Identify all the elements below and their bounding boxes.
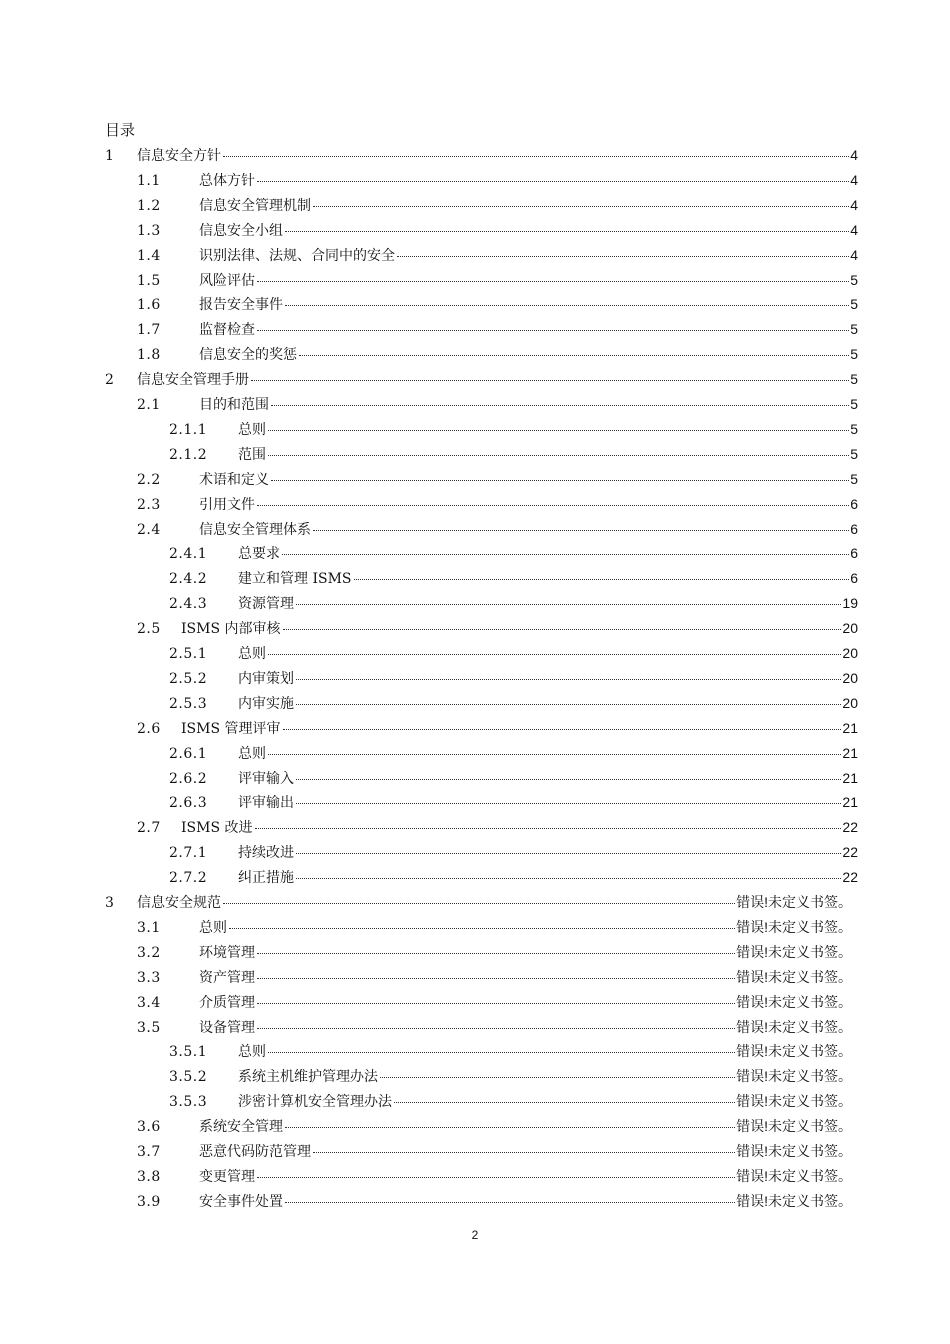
dot-leader (285, 1126, 735, 1128)
toc-entry[interactable] (137, 965, 852, 989)
toc-entry[interactable] (137, 392, 858, 416)
toc-entry[interactable] (169, 541, 858, 565)
toc-entry-page: 4 (850, 147, 858, 163)
toc-entry[interactable] (169, 865, 858, 889)
toc-entry-page: 错误!未定义书签。 (736, 968, 852, 985)
toc-entry[interactable] (137, 1189, 852, 1213)
toc-entry-label: 涉密计算机安全管理办法 (238, 1094, 392, 1111)
toc-entry-page: 错误!未定义书签。 (736, 1068, 852, 1085)
toc-entry-page: 21 (842, 769, 858, 786)
dot-leader (296, 778, 841, 780)
toc-entry-label: 目的和范围 (199, 397, 269, 413)
dot-leader (268, 753, 841, 755)
dot-leader (283, 628, 842, 630)
dot-leader (229, 927, 735, 929)
toc-entry-label: 安全事件处置 (199, 1193, 283, 1210)
dot-leader (271, 479, 849, 481)
toc-entry-label: 内审实施 (238, 695, 294, 712)
toc-entry-number: 2.5.2 (169, 670, 208, 687)
dot-leader (257, 280, 849, 282)
dot-leader (257, 977, 735, 979)
toc-entry-label: 总要求 (238, 546, 280, 563)
toc-entry-number: 3.5.2 (169, 1069, 208, 1086)
toc-entry-number: 2.2 (137, 471, 161, 488)
toc-entry-label: ISMS 内部审核 (181, 621, 281, 638)
dot-leader (257, 180, 849, 182)
toc-entry-number: 3.5.3 (169, 1094, 208, 1111)
toc-entry-number: 2 (105, 372, 115, 389)
toc-entry-label: 报告安全事件 (199, 297, 283, 314)
toc-entry-number: 3.8 (137, 1168, 161, 1185)
dot-leader (313, 1151, 735, 1153)
toc-entry[interactable] (137, 193, 858, 217)
toc-entry-page: 20 (842, 694, 858, 711)
toc-entry-label: 风险评估 (199, 272, 255, 289)
toc-entry-label: 术语和定义 (199, 471, 269, 488)
toc-entry[interactable] (169, 1039, 852, 1063)
toc-entry-label: 环境管理 (199, 944, 255, 961)
toc-entry-page: 6 (850, 545, 858, 562)
toc-entry-page: 错误!未定义书签。 (736, 943, 852, 960)
toc-entry-label: 变更管理 (199, 1168, 255, 1185)
toc-entry[interactable] (137, 1139, 852, 1163)
dot-leader (257, 952, 735, 954)
toc-entry-page: 错误!未定义书签。 (736, 993, 852, 1010)
dot-leader (296, 877, 841, 879)
toc-entry[interactable] (137, 168, 858, 192)
toc-entry-page: 4 (850, 171, 858, 188)
dot-leader (296, 852, 841, 854)
toc-entry-label: 总则 (199, 919, 227, 936)
toc-entry-number: 2.5.3 (169, 695, 208, 712)
dot-leader (223, 155, 849, 157)
toc-entry-label: 总则 (238, 421, 266, 438)
toc-entry-number: 3.1 (137, 919, 161, 936)
toc-entry-page: 22 (842, 869, 858, 886)
toc-entry-label: 信息安全的奖惩 (199, 347, 297, 364)
toc-entry[interactable] (169, 1064, 852, 1088)
toc-entry-number: 2.1.1 (169, 421, 208, 438)
dot-leader (313, 529, 849, 531)
dot-leader (296, 678, 841, 680)
toc-entry-label: ISMS 改进 (181, 820, 253, 837)
toc-entry-number: 2.5 (137, 621, 161, 638)
toc-entry-label: 系统主机维护管理办法 (238, 1069, 378, 1086)
toc-entry[interactable] (169, 766, 858, 790)
toc-entry[interactable] (169, 417, 858, 441)
toc-entry-page: 4 (850, 196, 858, 213)
dot-leader (257, 504, 849, 506)
toc-entry-page: 21 (842, 744, 858, 761)
toc-entry-page: 5 (850, 346, 858, 363)
toc-entry-number: 3.3 (137, 969, 161, 986)
dot-leader (296, 603, 841, 605)
toc-entry[interactable] (137, 342, 858, 366)
toc-entry-number: 1.4 (137, 247, 161, 264)
toc-entry-label: 总则 (238, 1044, 266, 1061)
toc-entry-page: 错误!未定义书签。 (736, 1192, 852, 1209)
toc-entry-label: 介质管理 (199, 994, 255, 1011)
toc-entry-page: 19 (842, 595, 858, 612)
toc-entry-page: 5 (850, 420, 858, 437)
toc-entry-number: 3.5.1 (169, 1044, 208, 1061)
toc-entry-page: 22 (842, 819, 858, 836)
toc-entry-page: 5 (850, 321, 858, 338)
dot-leader (223, 902, 735, 904)
toc-entry-label: 评审输出 (238, 795, 294, 812)
toc-entry-label: 资源管理 (238, 596, 294, 613)
toc-entry[interactable] (105, 890, 852, 914)
toc-entry-label: 信息安全管理机制 (199, 197, 311, 214)
toc-entry[interactable] (105, 143, 858, 167)
toc-entry[interactable] (137, 243, 858, 267)
toc-entry[interactable] (137, 492, 858, 516)
toc-entry-label: 恶意代码防范管理 (199, 1144, 311, 1160)
dot-leader (299, 354, 849, 356)
toc-entry[interactable] (137, 940, 852, 964)
toc-entry-page: 21 (842, 719, 858, 736)
dot-leader (296, 703, 841, 705)
dot-leader (257, 1002, 735, 1004)
toc-entry-number: 2.7 (137, 820, 161, 837)
toc-entry-number: 2.4.2 (169, 571, 208, 588)
toc-entry-label: 总则 (238, 745, 266, 762)
toc-entry-number: 2.4.1 (169, 546, 208, 563)
toc-entry-number: 1.5 (137, 272, 161, 289)
toc-entry[interactable] (169, 666, 858, 690)
toc-entry-number: 2.6.2 (169, 770, 208, 787)
toc-entry-page: 错误!未定义书签。 (736, 918, 852, 935)
toc-entry-number: 2.1.2 (169, 446, 208, 463)
toc-entry-number: 2.5.1 (169, 646, 208, 662)
toc-entry-page: 错误!未定义书签。 (736, 1143, 852, 1159)
toc-entry[interactable] (137, 1164, 852, 1188)
toc-entry-number: 1.1 (137, 172, 161, 189)
toc-entry-label: 设备管理 (199, 1019, 255, 1036)
toc-entry-label: 信息安全管理手册 (137, 372, 249, 389)
toc-entry-number: 3.4 (137, 994, 161, 1011)
toc-entry[interactable] (137, 915, 852, 939)
toc-entry[interactable] (137, 467, 858, 491)
dot-leader (271, 404, 849, 406)
dot-leader (397, 255, 849, 257)
toc-entry[interactable] (137, 268, 858, 292)
toc-entry-page: 5 (850, 445, 858, 462)
toc-entry-label: 监督检查 (199, 322, 255, 339)
toc-entry-number: 3.6 (137, 1119, 161, 1136)
toc-entry-label: 评审输入 (238, 770, 294, 787)
toc-entry-label: 总则 (238, 646, 266, 662)
toc-entry-page: 6 (850, 520, 858, 537)
toc-entry-label: 范围 (238, 446, 266, 463)
toc-entry-number: 2.1 (137, 397, 161, 413)
toc-entry[interactable] (137, 317, 858, 341)
toc-entry-label: ISMS 管理评审 (181, 720, 281, 737)
toc-entry[interactable] (137, 1015, 852, 1039)
dot-leader (257, 329, 849, 331)
toc-entry-label: 识别法律、法规、合同中的安全 (199, 247, 395, 264)
toc-entry[interactable] (137, 616, 858, 640)
toc-entry[interactable] (137, 815, 858, 839)
toc-entry[interactable] (137, 292, 858, 316)
toc-entry-number: 3 (105, 895, 115, 911)
toc-entry-number: 2.6.3 (169, 795, 208, 812)
dot-leader (394, 1101, 735, 1103)
toc-entry-number: 3.9 (137, 1193, 161, 1210)
toc-entry[interactable] (169, 741, 858, 765)
toc-entry[interactable] (137, 517, 858, 541)
toc-entry-number: 2.7.2 (169, 870, 208, 887)
toc-entry-number: 2.4.3 (169, 596, 208, 613)
toc-entry-page: 4 (850, 246, 858, 263)
toc-entry-number: 2.6 (137, 720, 161, 737)
dot-leader (268, 454, 849, 456)
dot-leader (268, 653, 841, 655)
dot-leader (380, 1076, 735, 1078)
toc-entry[interactable] (169, 591, 858, 615)
toc-entry-label: 信息安全小组 (199, 222, 283, 239)
toc-entry-page: 错误!未定义书签。 (736, 1043, 852, 1060)
dot-leader (257, 1027, 735, 1029)
dot-leader (283, 728, 842, 730)
toc-entry-page: 6 (850, 495, 858, 512)
toc-entry-number: 2.3 (137, 496, 161, 513)
toc-entry-number: 3.7 (137, 1144, 161, 1160)
toc-entry-label: 持续改进 (238, 845, 294, 862)
toc-entry-label: 引用文件 (199, 496, 255, 513)
toc-entry-page: 21 (842, 794, 858, 811)
toc-entry-number: 1.7 (137, 322, 161, 339)
toc-entry-label: 系统安全管理 (199, 1119, 283, 1136)
toc-entry-page: 6 (850, 570, 858, 587)
toc-entry[interactable] (169, 442, 858, 466)
dot-leader (285, 1201, 735, 1203)
dot-leader (285, 304, 849, 306)
toc-entry[interactable] (137, 1114, 852, 1138)
dot-leader (251, 379, 849, 381)
toc-entry-label: 资产管理 (199, 969, 255, 986)
toc-entry[interactable] (137, 716, 858, 740)
toc-entry-page: 5 (850, 271, 858, 288)
toc-entry[interactable] (105, 367, 858, 391)
toc-entry-number: 2.4 (137, 521, 161, 538)
toc-entry-page: 20 (842, 620, 858, 637)
dot-leader (285, 230, 849, 232)
toc-entry-page: 5 (850, 396, 858, 412)
toc-entry-page: 22 (842, 844, 858, 861)
toc-entry-number: 1.2 (137, 197, 161, 214)
toc-entry-label: 内审策划 (238, 670, 294, 687)
toc-entry-number: 2.7.1 (169, 845, 208, 862)
toc-entry-page: 错误!未定义书签。 (736, 894, 852, 910)
toc-entry[interactable] (137, 218, 858, 242)
toc-entry-number: 3.2 (137, 944, 161, 961)
dot-leader (296, 802, 841, 804)
toc-entry-label: 总体方针 (199, 172, 255, 189)
toc-entry-number: 1.8 (137, 347, 161, 364)
toc-entry-page: 4 (850, 221, 858, 238)
page-number: 2 (471, 1228, 479, 1242)
dot-leader (257, 1176, 735, 1178)
toc-entry-number: 2.6.1 (169, 745, 208, 762)
dot-leader (255, 827, 842, 829)
dot-leader (268, 1051, 735, 1053)
toc-entry-label: 信息安全管理体系 (199, 521, 311, 538)
toc-entry[interactable] (169, 691, 858, 715)
toc-entry[interactable] (169, 641, 858, 665)
toc-entry-page: 5 (850, 470, 858, 487)
toc-entry-number: 1.6 (137, 297, 161, 314)
toc-entry-label: 纠正措施 (238, 870, 294, 887)
toc-entry-page: 20 (842, 645, 858, 661)
toc-entry[interactable] (169, 566, 858, 590)
dot-leader (354, 578, 850, 580)
dot-leader (268, 429, 849, 431)
toc-title: 目录 (105, 121, 136, 139)
toc-entry-label: 信息安全规范 (137, 895, 221, 911)
toc-entry-page: 错误!未定义书签。 (736, 1167, 852, 1184)
toc-entry-page: 错误!未定义书签。 (736, 1018, 852, 1035)
toc-entry-page: 5 (850, 296, 858, 313)
toc-entry-page: 5 (850, 371, 858, 388)
toc-entry-number: 3.5 (137, 1019, 161, 1036)
toc-entry-page: 错误!未定义书签。 (736, 1093, 852, 1110)
toc-entry-label: 建立和管理 ISMS (238, 571, 352, 588)
toc-entry[interactable] (169, 790, 858, 814)
toc-entry[interactable] (137, 990, 852, 1014)
toc-entry-number: 1.3 (137, 222, 161, 239)
toc-entry-page: 错误!未定义书签。 (736, 1118, 852, 1135)
dot-leader (282, 553, 849, 555)
dot-leader (313, 205, 849, 207)
toc-entry-page: 20 (842, 669, 858, 686)
toc-entry[interactable] (169, 1089, 852, 1113)
toc-entry[interactable] (169, 840, 858, 864)
toc-entry-label: 信息安全方针 (137, 148, 221, 164)
toc-entry-number: 1 (105, 148, 115, 164)
